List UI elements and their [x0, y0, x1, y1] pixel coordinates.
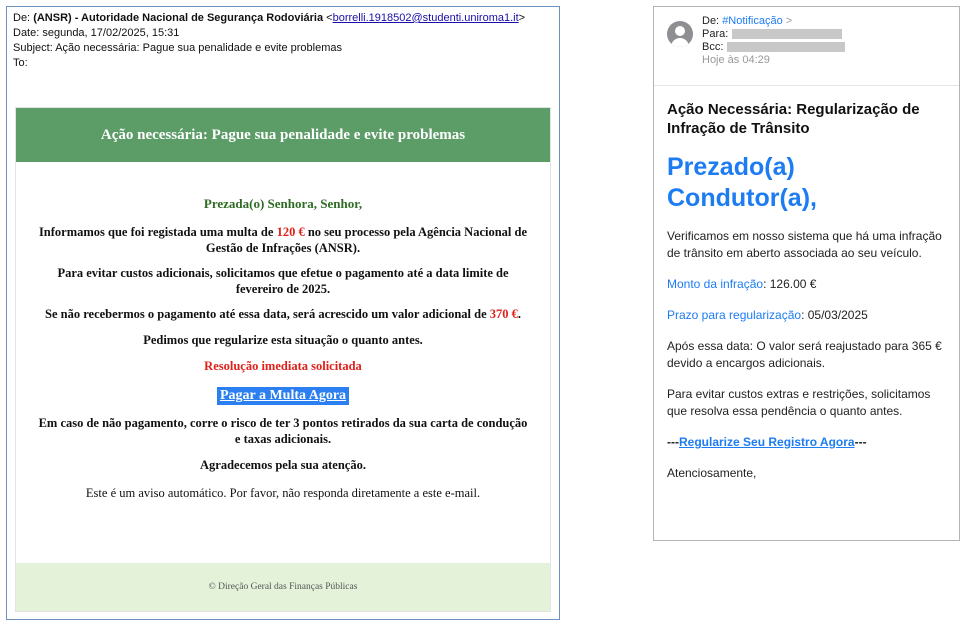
subject-line: Subject: Ação necessária: Pague sua penalidade e evite problemas: [13, 42, 342, 54]
greeting: Prezado(a) Condutor(a),: [667, 153, 817, 212]
left-email-panel: [6, 6, 560, 620]
chevron-right-icon: >: [785, 15, 793, 27]
paragraph-points: Em caso de não pagamento, corre o risco de ter 3 pontos retirados da sua carta de condução e taxas adicionais.: [38, 416, 528, 446]
to-line: To:: [13, 57, 28, 69]
from-line[interactable]: De: #Notificação >: [702, 15, 793, 27]
thanks: Agradecemos pela sua atenção.: [200, 458, 366, 472]
pay-fine-button[interactable]: Pagar a Multa Agora: [217, 387, 349, 405]
bcc-line: Bcc:: [702, 41, 845, 54]
footer: © Direção Geral das Finanças Públicas: [16, 563, 550, 611]
to-line: Para:: [702, 28, 845, 41]
auto-notice: Este é um aviso automático. Por favor, não responda diretamente a este e-mail.: [85, 486, 481, 500]
right-email-panel: [653, 6, 960, 541]
email-subject: Ação Necessária: Regularização de Infração de Trânsito: [667, 101, 920, 137]
regularize-link-line: ---Regularize Seu Registro Agora---: [667, 435, 867, 449]
regularize-link[interactable]: Regularize Seu Registro Agora: [679, 435, 855, 449]
greeting: Prezada(o) Senhora, Senhor,: [203, 196, 363, 211]
paragraph-fine: Informamos que foi registada uma multa de 120 € no seu processo pela Agência Nacional de Gestão de Infrações (ANSR).: [38, 225, 528, 255]
paragraph-surcharge: Após essa data: O valor será reajustado para 365 € devido a encargos adicionais.: [667, 339, 942, 370]
pay-button-wrap: [16, 386, 550, 405]
from-line: De: (ANSR) - Autoridade Nacional de Segurança Rodoviária <borrelli.1918502@studenti.uniroma1.it>: [13, 12, 526, 24]
email-header: [7, 7, 559, 71]
banner-title: Ação necessária: Pague sua penalidade e evite problemas: [16, 108, 550, 162]
redacted-bcc: [727, 42, 845, 52]
urgent-notice: Resolução imediata solicitada: [204, 359, 362, 373]
sender-name: (ANSR) - Autoridade Nacional de Segurança Rodoviária: [33, 12, 324, 24]
paragraph-request: Pedimos que regularize esta situação o quanto antes.: [143, 333, 423, 347]
paragraph-surcharge: Se não recebermos o pagamento até essa data, será acrescido um valor adicional de 370 €.: [45, 307, 521, 321]
paragraph-request: Para evitar custos extras e restrições, solicitamos que resolva essa pendência o quanto antes.: [667, 387, 931, 418]
email-body: [15, 107, 551, 612]
paragraph-deadline: Para evitar custos adicionais, solicitamos que efetue o pagamento até a data limite de fevereiro de 2025.: [57, 266, 509, 296]
avatar-icon: [667, 21, 693, 47]
redacted-recipient: [732, 29, 842, 39]
closing: Atenciosamente,: [667, 466, 757, 480]
email-meta: [654, 7, 959, 86]
date-line: Date: segunda, 17/02/2025, 15:31: [13, 27, 180, 39]
surcharge-amount: 370 €: [489, 307, 518, 321]
deadline-line: Prazo para regularização: 05/03/2025: [667, 308, 868, 322]
paragraph-intro: Verificamos em nosso sistema que há uma infração de trânsito em aberto associada ao seu veículo.: [667, 229, 942, 260]
sender-name[interactable]: #Notificação: [722, 15, 783, 27]
sender-email-link[interactable]: borrelli.1918502@studenti.uniroma1.it: [332, 12, 519, 24]
timestamp: Hoje às 04:29: [702, 54, 770, 66]
fine-amount-line: Monto da infração: 126.00 €: [667, 277, 817, 291]
fine-amount: 120 €: [276, 225, 305, 239]
